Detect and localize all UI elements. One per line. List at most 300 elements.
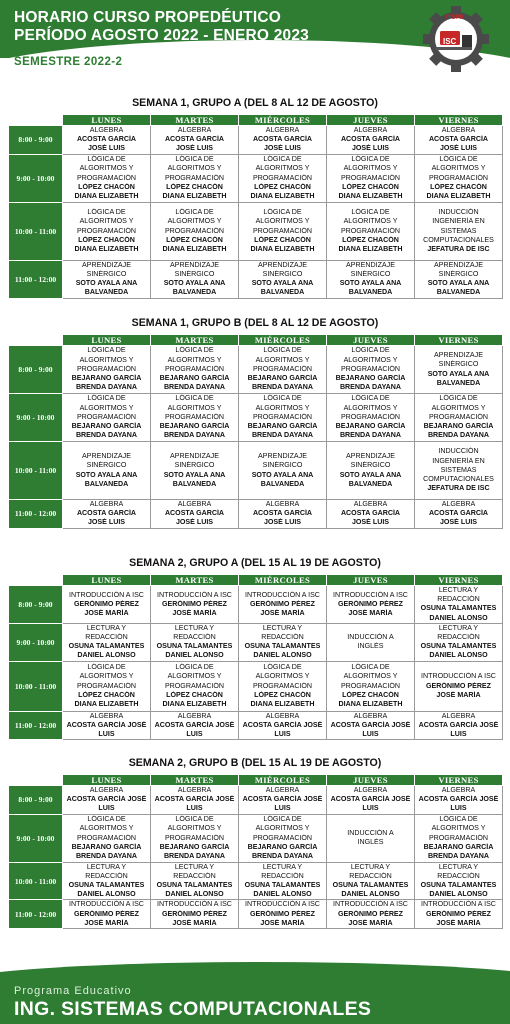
class-cell <box>63 500 151 529</box>
teacher-name: ACOSTA GARCÍA JOSÉ <box>330 720 411 729</box>
teacher-name: BRENDA DAYANA <box>251 851 314 860</box>
teacher-name: JOSÉ LUIS <box>439 144 478 153</box>
teacher-name: JOSÉ MARÍA <box>348 918 393 927</box>
teacher-name: DANIEL ALONSO <box>253 651 312 660</box>
logo-badge-text: ISC <box>443 37 457 46</box>
subject-name: PROGRAMACIÓN <box>252 364 313 373</box>
subject-name: ALGEBRA <box>89 786 124 794</box>
class-cell <box>151 154 239 202</box>
subject-name: ALGORITMOS Y <box>79 403 134 412</box>
class-cell <box>415 500 503 529</box>
class-cell <box>327 394 415 442</box>
teacher-name: OSUNA TALAMANTES <box>156 881 233 890</box>
teacher-name: ACOSTA GARCÍA JOSÉ <box>154 795 235 804</box>
class-cell <box>239 442 327 500</box>
teacher-name: JOSÉ LUIS <box>175 518 214 527</box>
day-header: LUNES <box>63 575 151 586</box>
class-cell <box>239 154 327 202</box>
class-cell <box>151 346 239 394</box>
schedule-table <box>8 114 503 299</box>
teacher-name: DIANA ELIZABETH <box>250 191 315 200</box>
semester-label: SEMESTRE 2022-2 <box>14 56 123 68</box>
subject-name: INDUCCIÓN <box>438 208 479 217</box>
class-cell <box>327 154 415 202</box>
teacher-name: DANIEL ALONSO <box>77 890 136 899</box>
subject-name: INTRODUCCIÓN A ISC <box>421 900 496 909</box>
subject-name: SINÉRGICO <box>86 269 127 278</box>
teacher-name: BRENDA DAYANA <box>339 431 402 440</box>
subject-name: ALGORITMOS Y <box>255 672 310 681</box>
teacher-name: ACOSTA GARCÍA JOSÉ <box>154 720 235 729</box>
subject-name: LECTURA Y <box>438 623 479 632</box>
teacher-name: ACOSTA GARCÍA <box>428 509 489 518</box>
program-name: ING. SISTEMAS COMPUTACIONALES <box>14 998 372 1020</box>
time-slot: 10:00 - 11:00 <box>9 442 63 500</box>
subject-name: ALGEBRA <box>441 500 476 508</box>
teacher-name: GERÓNIMO PÉREZ <box>249 909 316 918</box>
teacher-name: LÓPEZ CHACÓN <box>430 182 487 191</box>
class-cell <box>239 862 327 900</box>
subject-name: LECTURA Y <box>174 623 215 632</box>
teacher-name: DIANA ELIZABETH <box>338 191 403 200</box>
subject-name: LÓGICA DE <box>351 346 390 355</box>
teacher-name: JOSÉ MARÍA <box>172 918 217 927</box>
class-cell <box>239 260 327 298</box>
subject-name: LÓGICA DE <box>87 394 126 403</box>
teacher-name: LUIS <box>186 730 203 739</box>
class-cell <box>415 814 503 862</box>
teacher-name: OSUNA TALAMANTES <box>244 642 321 651</box>
day-header: JUEVES <box>327 335 415 346</box>
subject-name: PROGRAMACIÓN <box>340 173 401 182</box>
subject-name: LÓGICA DE <box>439 155 478 164</box>
subject-name: LÓGICA DE <box>87 155 126 164</box>
subject-name: ALGEBRA <box>265 126 300 134</box>
subject-name: REDACCIÓN <box>261 633 304 642</box>
subject-name: REDACCIÓN <box>173 633 216 642</box>
teacher-name: LUIS <box>98 804 115 813</box>
subject-name: ALGEBRA <box>441 126 476 134</box>
subject-name: ALGORITMOS Y <box>343 217 398 226</box>
teacher-name: JOSÉ MARÍA <box>84 609 129 617</box>
subject-name: REDACCIÓN <box>261 871 304 880</box>
subject-name: INTRODUCCIÓN A ISC <box>333 590 408 599</box>
subject-name: PROGRAMACIÓN <box>76 173 137 182</box>
class-cell <box>239 786 327 815</box>
time-slot: 9:00 - 10:00 <box>9 394 63 442</box>
table-row <box>9 862 503 900</box>
subject-name: LÓGICA DE <box>263 208 302 217</box>
week-schedule <box>8 756 502 929</box>
teacher-name: LÓPEZ CHACÓN <box>254 235 311 244</box>
teacher-name: GERÓNIMO PÉREZ <box>249 599 316 608</box>
subject-name: APRENDIZAJE <box>346 452 395 461</box>
teacher-name: SOTO AYALA ANA <box>339 470 402 479</box>
class-cell <box>239 500 327 529</box>
subject-name: SINÉRGICO <box>174 269 215 278</box>
time-slot: 10:00 - 11:00 <box>9 862 63 900</box>
teacher-name: DANIEL ALONSO <box>429 613 488 622</box>
teacher-name: LÓPEZ CHACÓN <box>254 690 311 699</box>
time-slot: 9:00 - 10:00 <box>9 814 63 862</box>
subject-name: LECTURA Y <box>262 623 303 632</box>
subject-name: ALGEBRA <box>89 711 124 720</box>
teacher-name: ACOSTA GARCÍA <box>76 135 137 144</box>
class-cell <box>151 623 239 661</box>
teacher-name: ACOSTA GARCÍA <box>76 509 137 518</box>
subject-name: ALGORITMOS Y <box>343 355 398 364</box>
subject-name: REDACCIÓN <box>85 871 128 880</box>
class-cell <box>63 711 151 740</box>
day-header: VIERNES <box>415 115 503 126</box>
class-cell <box>151 586 239 624</box>
subject-name: LÓGICA DE <box>175 663 214 672</box>
subject-name: LÓGICA DE <box>351 394 390 403</box>
subject-name: ALGEBRA <box>265 711 300 720</box>
page-title: HORARIO CURSO PROPEDÉUTICO <box>14 9 281 26</box>
subject-name: LÓGICA DE <box>263 346 302 355</box>
teacher-name: LUIS <box>274 804 291 813</box>
teacher-name: SOTO AYALA ANA <box>163 279 226 288</box>
teacher-name: BEJARANO GARCÍA <box>423 842 494 851</box>
class-cell <box>63 900 151 929</box>
day-header: JUEVES <box>327 575 415 586</box>
teacher-name: DIANA ELIZABETH <box>426 191 491 200</box>
teacher-name: DIANA ELIZABETH <box>74 699 139 708</box>
subject-name: ALGEBRA <box>353 500 388 508</box>
class-cell <box>415 586 503 624</box>
subject-name: APRENDIZAJE <box>258 260 307 269</box>
subject-name: LECTURA Y <box>438 586 479 594</box>
subject-name: APRENDIZAJE <box>82 452 131 461</box>
teacher-name: JOSÉ MARÍA <box>172 609 217 617</box>
page-header <box>0 0 510 78</box>
class-cell <box>239 126 327 155</box>
teacher-name: GERÓNIMO PÉREZ <box>73 909 140 918</box>
class-cell <box>151 202 239 260</box>
time-slot: 8:00 - 9:00 <box>9 586 63 624</box>
teacher-name: LÓPEZ CHACÓN <box>78 235 135 244</box>
week-title: SEMANA 2, GRUPO A (DEL 15 AL 19 DE AGOSTO) <box>129 557 381 569</box>
subject-name: ALGEBRA <box>441 786 476 794</box>
class-cell <box>151 786 239 815</box>
time-slot: 11:00 - 12:00 <box>9 260 63 298</box>
subject-name: LECTURA Y <box>262 862 303 871</box>
class-cell <box>63 394 151 442</box>
subject-name: ALGORITMOS Y <box>431 824 486 833</box>
teacher-name: BRENDA DAYANA <box>339 383 402 392</box>
week-schedule <box>8 96 502 299</box>
teacher-name: BEJARANO GARCÍA <box>159 422 230 431</box>
table-corner <box>9 775 63 786</box>
teacher-name: LÓPEZ CHACÓN <box>254 182 311 191</box>
teacher-name: BEJARANO GARCÍA <box>423 422 494 431</box>
class-cell <box>239 623 327 661</box>
teacher-name: SOTO AYALA ANA <box>339 279 402 288</box>
teacher-name: SOTO AYALA ANA <box>163 470 226 479</box>
teacher-name: DANIEL ALONSO <box>253 890 312 899</box>
teacher-name: JOSÉ MARÍA <box>84 918 129 927</box>
teacher-name: ACOSTA GARCÍA JOSÉ <box>66 720 147 729</box>
teacher-name: SOTO AYALA ANA <box>251 470 314 479</box>
teacher-name: LUIS <box>98 730 115 739</box>
teacher-name: BRENDA DAYANA <box>163 431 226 440</box>
teacher-name: DIANA ELIZABETH <box>162 191 227 200</box>
subject-name: REDACCIÓN <box>85 633 128 642</box>
subject-name: ALGEBRA <box>353 126 388 134</box>
teacher-name: ACOSTA GARCÍA JOSÉ <box>242 795 323 804</box>
subject-name: LÓGICA DE <box>439 394 478 403</box>
day-header: VIERNES <box>415 575 503 586</box>
subject-name: APRENDIZAJE <box>170 260 219 269</box>
teacher-name: SOTO AYALA ANA <box>427 279 490 288</box>
class-cell <box>415 442 503 500</box>
teacher-name: BRENDA DAYANA <box>427 851 490 860</box>
subject-name: ALGORITMOS Y <box>255 164 310 173</box>
subject-name: PROGRAMACIÓN <box>164 412 225 421</box>
class-cell <box>327 346 415 394</box>
teacher-name: LUIS <box>362 804 379 813</box>
time-slot: 10:00 - 11:00 <box>9 202 63 260</box>
teacher-name: BRENDA DAYANA <box>251 383 314 392</box>
class-cell <box>239 711 327 740</box>
subject-name: SINÉRGICO <box>350 461 391 470</box>
teacher-name: DIANA ELIZABETH <box>74 191 139 200</box>
teacher-name: JOSÉ MARÍA <box>436 918 481 927</box>
table-row <box>9 442 503 500</box>
subject-name: PROGRAMACIÓN <box>340 681 401 690</box>
table-row <box>9 394 503 442</box>
teacher-name: DIANA ELIZABETH <box>162 244 227 253</box>
teacher-name: BALVANEDA <box>436 288 481 297</box>
teacher-name: JOSÉ LUIS <box>263 518 302 527</box>
subject-name: REDACCIÓN <box>437 595 480 604</box>
time-slot: 10:00 - 11:00 <box>9 661 63 711</box>
teacher-name: OSUNA TALAMANTES <box>156 642 233 651</box>
class-cell <box>151 862 239 900</box>
time-slot: 11:00 - 12:00 <box>9 711 63 740</box>
teacher-name: OSUNA TALAMANTES <box>420 604 497 613</box>
subject-name: LÓGICA DE <box>263 155 302 164</box>
teacher-name: ACOSTA GARCÍA JOSÉ <box>418 795 499 804</box>
day-header: MIÉRCOLES <box>239 335 327 346</box>
subject-name: LÓGICA DE <box>175 155 214 164</box>
teacher-name: JOSÉ LUIS <box>87 518 126 527</box>
class-cell <box>415 346 503 394</box>
teacher-name: LÓPEZ CHACÓN <box>78 690 135 699</box>
class-cell <box>151 711 239 740</box>
subject-name: PROGRAMACIÓN <box>76 681 137 690</box>
class-cell <box>63 661 151 711</box>
teacher-name: ACOSTA GARCÍA <box>164 509 225 518</box>
subject-name: ALGORITMOS Y <box>343 164 398 173</box>
class-cell <box>63 202 151 260</box>
teacher-name: LUIS <box>186 804 203 813</box>
class-cell <box>151 814 239 862</box>
class-cell <box>63 442 151 500</box>
footer-subtitle: Programa Educativo <box>14 985 132 997</box>
subject-name: SISTEMAS <box>440 465 477 474</box>
schedule-table <box>8 574 503 740</box>
teacher-name: BALVANEDA <box>436 378 481 387</box>
subject-name: REDACCIÓN <box>437 633 480 642</box>
subject-name: ALGORITMOS Y <box>255 355 310 364</box>
subject-name: PROGRAMACIÓN <box>428 833 489 842</box>
subject-name: SISTEMAS <box>440 226 477 235</box>
teacher-name: GERÓNIMO PÉREZ <box>161 599 228 608</box>
class-cell <box>151 260 239 298</box>
subject-name: INTRODUCCIÓN A ISC <box>69 900 144 909</box>
teacher-name: LUIS <box>274 730 291 739</box>
class-cell <box>327 786 415 815</box>
subject-name: ALGORITMOS Y <box>431 164 486 173</box>
day-header: JUEVES <box>327 115 415 126</box>
subject-name: PROGRAMACIÓN <box>76 226 137 235</box>
subject-name: LÓGICA DE <box>263 815 302 824</box>
teacher-name: SOTO AYALA ANA <box>427 369 490 378</box>
teacher-name: LUIS <box>450 730 467 739</box>
teacher-name: BRENDA DAYANA <box>75 851 138 860</box>
subject-name: ALGORITMOS Y <box>343 403 398 412</box>
teacher-name: BALVANEDA <box>172 479 217 488</box>
subject-name: ALGORITMOS Y <box>79 217 134 226</box>
subject-name: ALGORITMOS Y <box>167 217 222 226</box>
class-cell <box>327 586 415 624</box>
teacher-name: ACOSTA GARCÍA <box>340 509 401 518</box>
class-cell <box>415 126 503 155</box>
teacher-name: SOTO AYALA ANA <box>75 470 138 479</box>
teacher-name: BRENDA DAYANA <box>251 431 314 440</box>
week-schedule <box>8 556 502 740</box>
subject-name: SINÉRGICO <box>350 269 391 278</box>
teacher-name: DANIEL ALONSO <box>341 890 400 899</box>
class-cell <box>151 126 239 155</box>
subject-name: INTRODUCCIÓN A ISC <box>245 900 320 909</box>
subject-name: LÓGICA DE <box>175 394 214 403</box>
subject-name: APRENDIZAJE <box>82 260 131 269</box>
teacher-name: DIANA ELIZABETH <box>74 244 139 253</box>
subject-name: PROGRAMACIÓN <box>252 412 313 421</box>
teacher-name: LÓPEZ CHACÓN <box>166 182 223 191</box>
subject-name: ALGEBRA <box>353 711 388 720</box>
subject-name: INTRODUCCIÓN A ISC <box>245 590 320 599</box>
class-cell <box>327 202 415 260</box>
subject-name: PROGRAMACIÓN <box>252 681 313 690</box>
class-cell <box>63 862 151 900</box>
subject-name: PROGRAMACIÓN <box>252 173 313 182</box>
time-slot: 8:00 - 9:00 <box>9 786 63 815</box>
class-cell <box>151 442 239 500</box>
logo-text: ITSPR <box>446 15 464 21</box>
teacher-name: BALVANEDA <box>348 288 393 297</box>
teacher-name: GERÓNIMO PÉREZ <box>161 909 228 918</box>
subject-name: SINÉRGICO <box>262 461 303 470</box>
subject-name: PROGRAMACIÓN <box>76 364 137 373</box>
subject-name: INTRODUCCIÓN A ISC <box>157 590 232 599</box>
teacher-name: LÓPEZ CHACÓN <box>342 235 399 244</box>
institution-logo-icon <box>408 6 500 72</box>
table-row <box>9 126 503 155</box>
class-cell <box>151 661 239 711</box>
class-cell <box>415 154 503 202</box>
schedule-table <box>8 774 503 929</box>
subject-name: LÓGICA DE <box>351 208 390 217</box>
teacher-name: JOSÉ LUIS <box>351 144 390 153</box>
teacher-name: BEJARANO GARCÍA <box>71 422 142 431</box>
class-cell <box>415 202 503 260</box>
class-cell <box>327 500 415 529</box>
time-slot: 8:00 - 9:00 <box>9 346 63 394</box>
subject-name: ALGORITMOS Y <box>255 403 310 412</box>
subject-name: APRENDIZAJE <box>346 260 395 269</box>
class-cell <box>327 442 415 500</box>
class-cell <box>327 260 415 298</box>
subject-name: PROGRAMACIÓN <box>164 364 225 373</box>
class-cell <box>239 900 327 929</box>
subject-name: ALGEBRA <box>353 786 388 794</box>
teacher-name: BRENDA DAYANA <box>75 383 138 392</box>
teacher-name: GERÓNIMO PÉREZ <box>425 681 492 690</box>
subject-name: ALGORITMOS Y <box>343 672 398 681</box>
day-header: JUEVES <box>327 775 415 786</box>
subject-name: INGENIERÍA EN <box>432 456 485 465</box>
subject-name: ALGORITMOS Y <box>167 164 222 173</box>
teacher-name: OSUNA TALAMANTES <box>420 881 497 890</box>
subject-name: REDACCIÓN <box>173 871 216 880</box>
day-header: MIÉRCOLES <box>239 775 327 786</box>
subject-name: ALGEBRA <box>177 711 212 720</box>
subject-name: INGENIERÍA EN <box>432 217 485 226</box>
teacher-name: DANIEL ALONSO <box>165 651 224 660</box>
subject-name: LECTURA Y <box>86 623 127 632</box>
subject-name: APRENDIZAJE <box>170 452 219 461</box>
time-slot: 9:00 - 10:00 <box>9 623 63 661</box>
teacher-name: ACOSTA GARCÍA JOSÉ <box>242 720 323 729</box>
subject-name: LÓGICA DE <box>87 208 126 217</box>
class-cell <box>151 500 239 529</box>
teacher-name: BRENDA DAYANA <box>163 383 226 392</box>
class-cell <box>239 346 327 394</box>
class-cell <box>239 814 327 862</box>
class-cell <box>239 202 327 260</box>
subject-name: PROGRAMACIÓN <box>252 833 313 842</box>
subject-name: PROGRAMACIÓN <box>164 681 225 690</box>
time-slot: 11:00 - 12:00 <box>9 900 63 929</box>
subject-name: PROGRAMACIÓN <box>76 412 137 421</box>
teacher-name: DANIEL ALONSO <box>165 890 224 899</box>
subject-name: LÓGICA DE <box>263 663 302 672</box>
class-cell <box>239 586 327 624</box>
table-row <box>9 586 503 624</box>
subject-name: ALGEBRA <box>89 500 124 508</box>
teacher-name: ACOSTA GARCÍA <box>252 509 313 518</box>
table-row <box>9 786 503 815</box>
teacher-name: GERÓNIMO PÉREZ <box>73 599 140 608</box>
class-cell <box>151 394 239 442</box>
teacher-name: DANIEL ALONSO <box>429 890 488 899</box>
teacher-name: ACOSTA GARCÍA JOSÉ <box>418 720 499 729</box>
subject-name: PROGRAMACIÓN <box>340 226 401 235</box>
page-footer <box>0 962 510 1024</box>
teacher-name: BEJARANO GARCÍA <box>335 374 406 383</box>
subject-name: INGLÉS <box>357 642 384 651</box>
class-cell <box>63 126 151 155</box>
subject-name: ALGORITMOS Y <box>167 672 222 681</box>
subject-name: ALGEBRA <box>177 500 212 508</box>
week-title: SEMANA 2, GRUPO B (DEL 15 AL 19 DE AGOSTO) <box>128 757 382 769</box>
class-cell <box>327 126 415 155</box>
teacher-name: LUIS <box>450 804 467 813</box>
